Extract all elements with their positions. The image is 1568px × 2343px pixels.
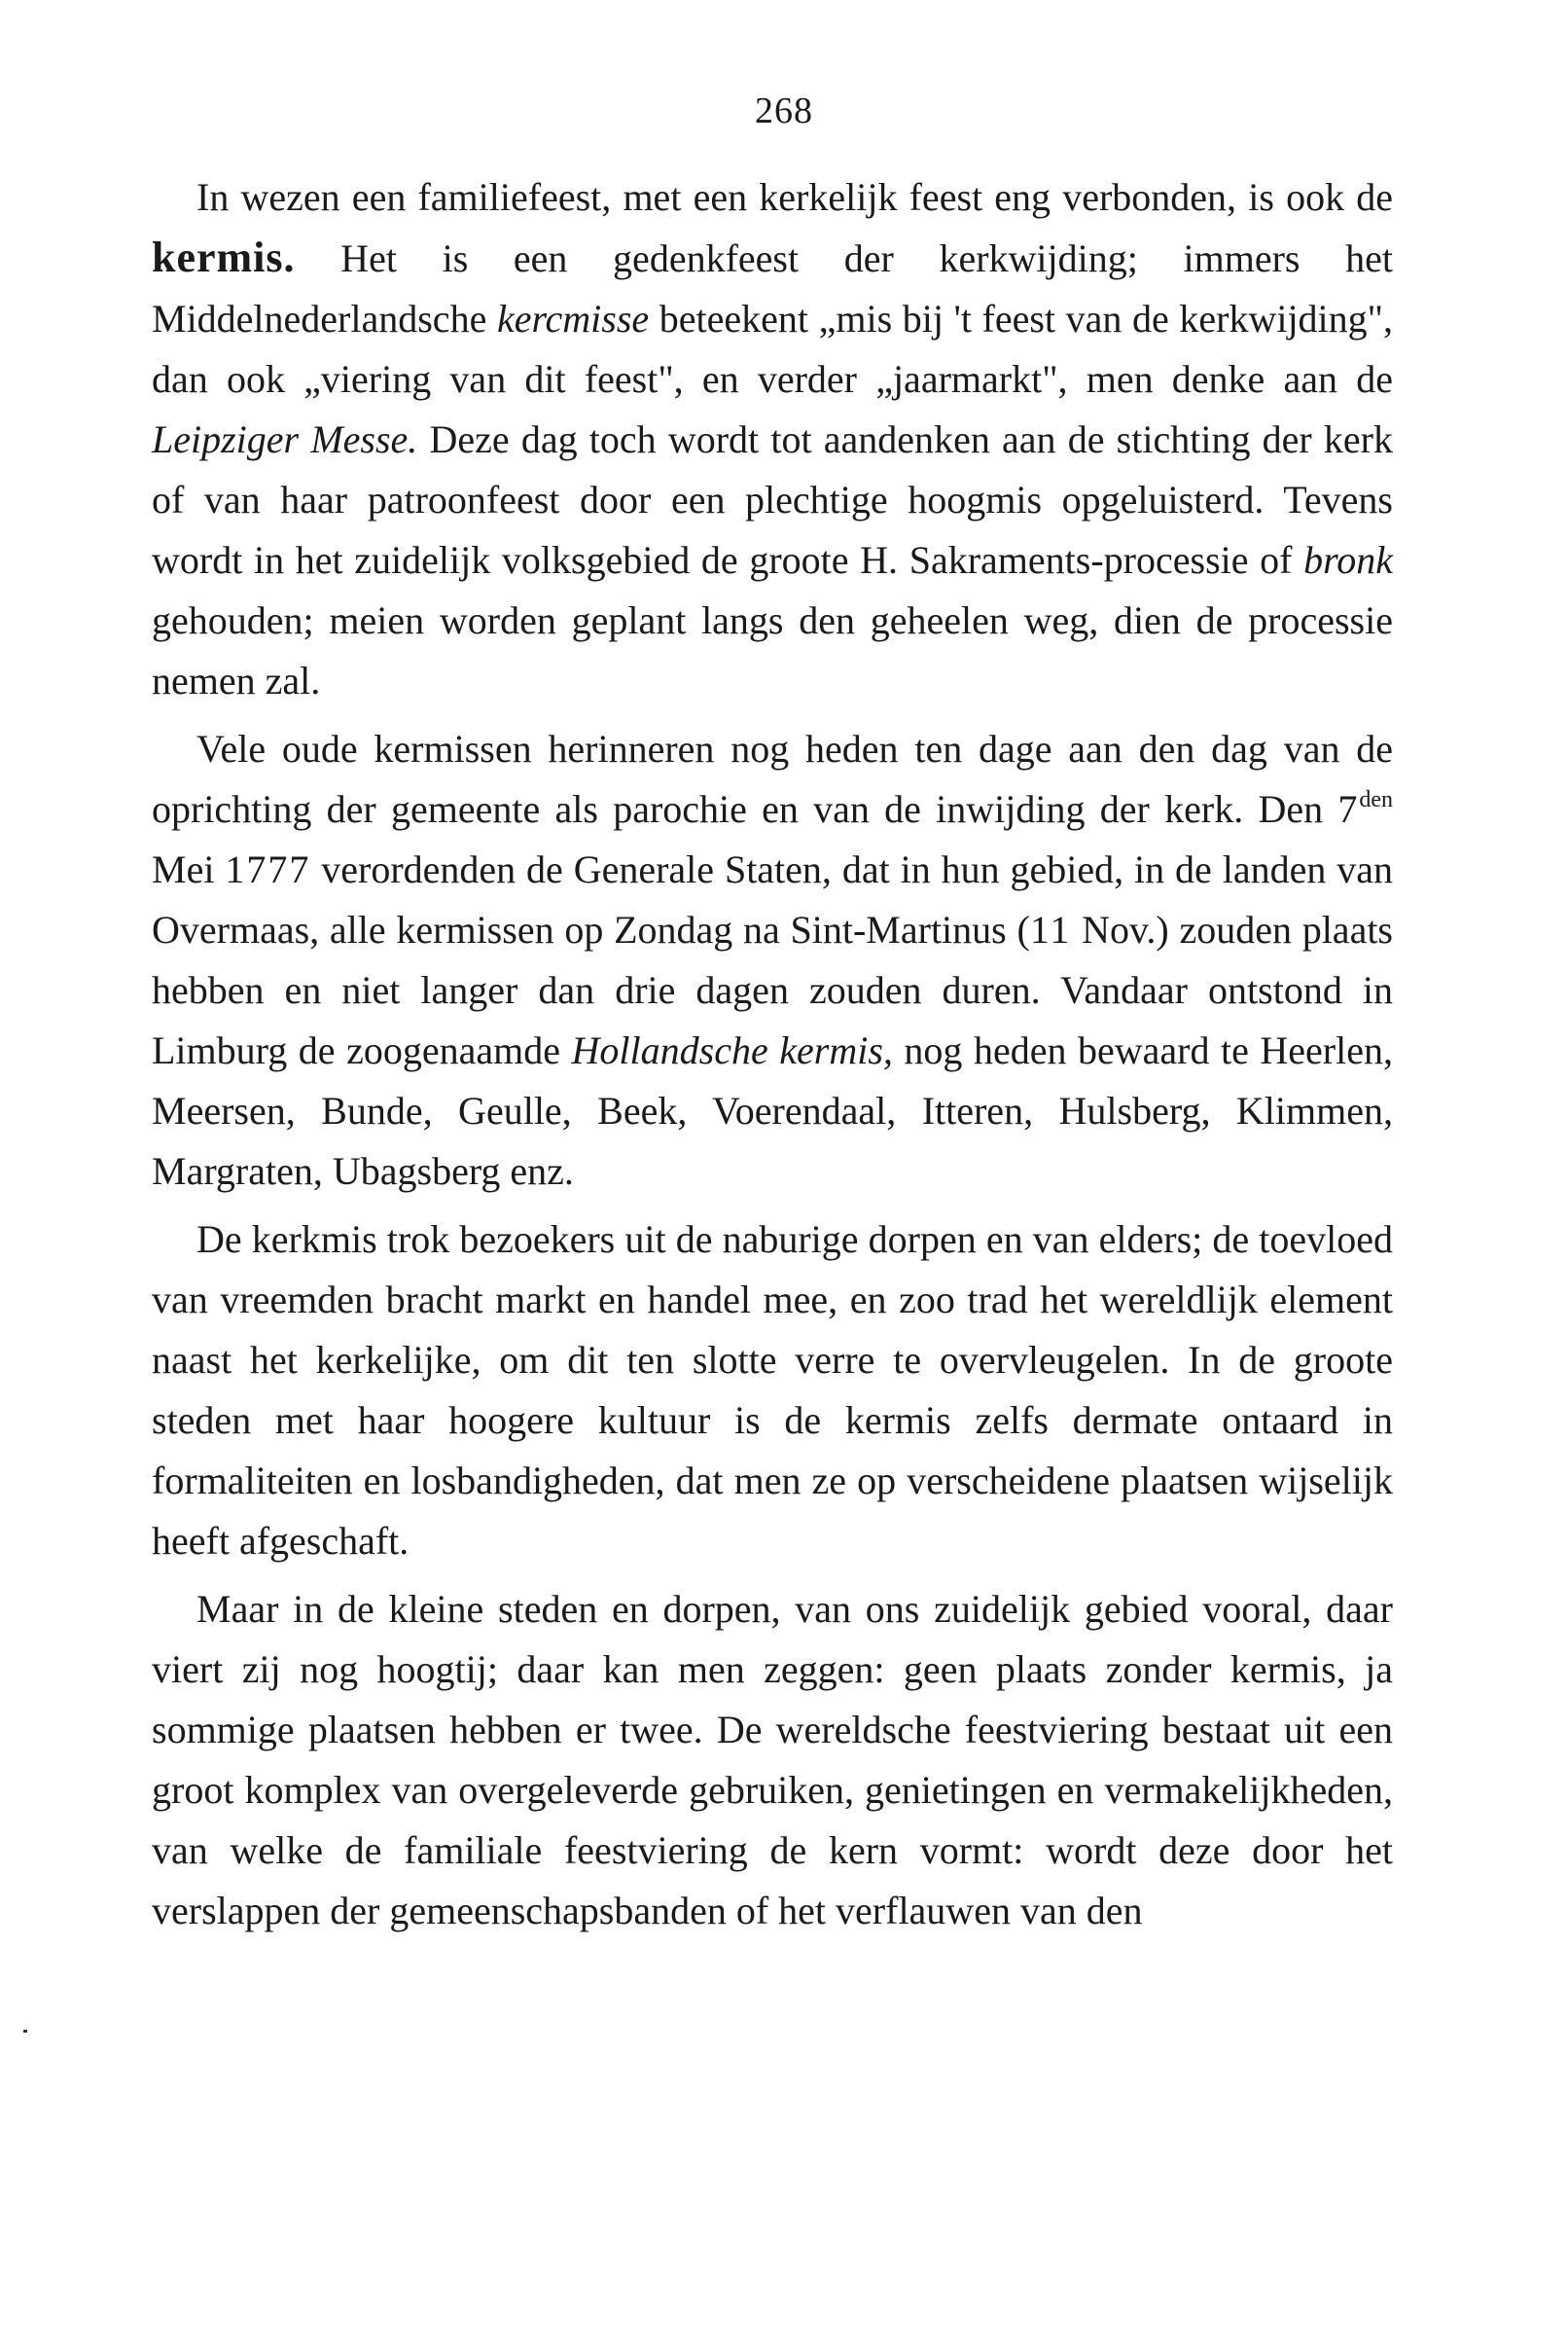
text-run: gehouden; meien worden geplant langs den geheelen weg, dien de processie nemen zal.	[152, 598, 1393, 703]
paragraph-kerkmis-bezoekers: De kerkmis trok bezoekers uit de naburige dorpen en van elders; de toevloed van vreemden bracht markt en handel mee, en zoo trad het wereldlijk element naast het kerkelijke, om dit ten slotte verre te overvleugelen. In de groote steden met haar hoogere kultuur is de kermis zelfs dermate ontaard in formaliteiten en losbandigheden, dat men ze op verscheidene plaatsen wijselijk heeft afgeschaft.	[152, 1217, 1393, 1563]
term-kermis: kermis.	[152, 234, 296, 281]
term-leipziger-messe: Leipziger Messe.	[152, 417, 418, 461]
text-run: Mei	[152, 847, 226, 891]
date-november-day: 11	[1029, 908, 1072, 952]
text-run: Vele oude kermissen herinneren nog heden ten dage aan den dag van de oprichting der gemeente als parochie en van de inwijding der kerk. Den	[152, 727, 1393, 831]
page-number: 268	[755, 90, 813, 131]
text-run: Nov.) zouden plaats hebben en niet langer dan drie dagen zouden duren. Vandaar ontstond in Limburg de zoogenaamde	[152, 908, 1393, 1072]
paragraph-kleine-steden: Maar in de kleine steden en dorpen, van ons zuidelijk gebied vooral, daar viert zij nog hoogtij; daar kan men zeggen: geen plaats zonder kermis, ja sommige plaatsen hebben er twee. De wereldsche feestviering bestaat uit een groot komplex van overgeleverde gebruiken, genietingen en vermakelijkheden, van welke de familiale feestviering de kern vormt: wordt deze door het verslappen der gemeenschapsbanden of het verflauwen van den	[152, 1587, 1393, 1932]
date-year: 1777	[225, 847, 311, 891]
paragraph-oude-kermissen	[152, 719, 1393, 1202]
text-run: Het is een gedenkfeest der kerkwijding; immers het Middelnederlandsche	[152, 236, 1393, 341]
paragraph-kermis-definition	[152, 167, 1393, 711]
term-hollandsche-kermis: Hollandsche kermis,	[571, 1028, 893, 1072]
term-bronk: bronk	[1303, 538, 1393, 582]
margin-mark	[23, 2030, 27, 2033]
text-run: Deze dag toch wordt tot aandenken aan de stichting der kerk of van haar patroonfeest door een plechtige hoogmis opgeluisterd. Tevens wordt in het zuidelijk volksgebied de groote H. Sakraments-processie of	[152, 417, 1394, 582]
text-run: beteekent „mis bij 't feest van de kerkwijding", dan ook „viering van dit feest", en verder „jaarmarkt", men denke aan de	[152, 297, 1393, 401]
text-run: verordenden de Generale Staten, dat in hun gebied, in de landen van Overmaas, alle kermissen op Zondag na Sint-Martinus (	[152, 847, 1393, 952]
text-run: In wezen een familiefeest, met een kerkelijk feest eng verbonden, is ook de	[196, 175, 1393, 219]
date-day: 7	[1337, 787, 1360, 831]
body-text	[152, 167, 1393, 1949]
text-run: nog heden bewaard te Heerlen, Meersen, Bunde, Geulle, Beek, Voerendaal, Itteren, Hulsberg, Klimmen, Margraten, Ubagsberg enz.	[152, 1028, 1393, 1193]
term-kercmisse: kercmisse	[496, 297, 650, 341]
date-suffix: den	[1359, 787, 1393, 812]
